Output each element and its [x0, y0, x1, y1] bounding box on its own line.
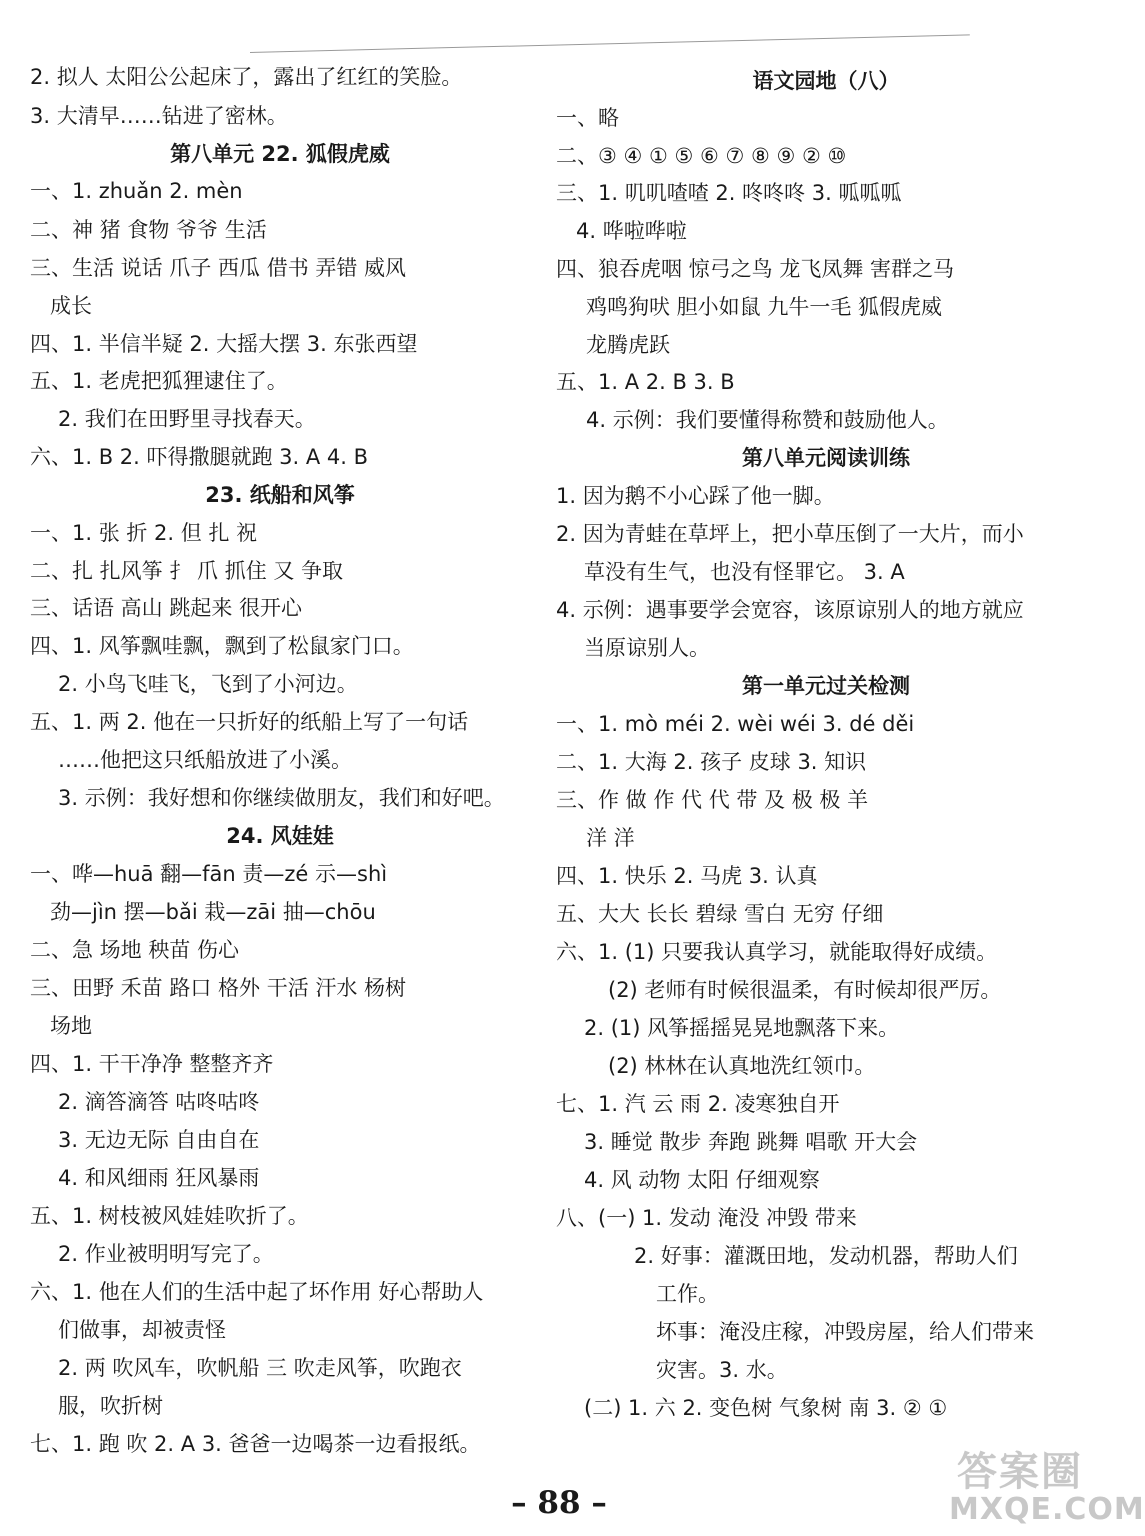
answer-line: 龙腾虎跃 [586, 333, 670, 357]
answer-line: 3. 示例：我好想和你继续做朋友，我们和好吧。 [58, 786, 505, 810]
answer-line: 工作。 [656, 1282, 719, 1306]
answer-line: 4. 风 动物 太阳 仔细观察 [584, 1168, 820, 1192]
watermark-title: 答案圈 [957, 1449, 1083, 1495]
answer-line: 一、哗—huā 翻—fān 责—zé 示—shì [30, 862, 388, 886]
answer-line: 四、1. 干干净净 整整齐齐 [30, 1052, 274, 1076]
answer-line: 五、1. 树枝被风娃娃吹折了。 [30, 1204, 309, 1228]
answer-line: 五、1. 两 2. 他在一只折好的纸船上写了一句话 [30, 710, 469, 734]
answer-line: 二、扎 扎风筝 扌 爪 抓住 又 争取 [30, 559, 344, 583]
section-heading: 第八单元阅读训练 [742, 446, 910, 470]
answer-line: 二、急 场地 秧苗 伤心 [30, 938, 240, 962]
answer-line: 鸡鸣狗吠 胆小如鼠 九牛一毛 狐假虎威 [586, 295, 943, 319]
answer-line: 草没有生气，也没有怪罪它。 3. A [584, 560, 905, 584]
answer-line: 七、1. 跑 吹 2. A 3. 爸爸一边喝茶一边看报纸。 [30, 1432, 481, 1456]
answer-line: 四、1. 风筝飘哇飘，飘到了松鼠家门口。 [30, 634, 414, 658]
answer-line: 六、1. B 2. 吓得撒腿就跑 3. A 4. B [30, 445, 369, 469]
answer-line: 八、(一) 1. 发动 淹没 冲毁 带来 [556, 1206, 857, 1230]
answer-line: 2. (1) 风筝摇摇晃晃地飘落下来。 [584, 1016, 900, 1040]
section-heading: 24. 风娃娃 [226, 824, 334, 848]
answer-line: 劲—jìn 摆—bǎi 栽—zāi 抽—chōu [50, 900, 376, 924]
answer-line: 坏事：淹没庄稼，冲毁房屋，给人们带来 [656, 1320, 1034, 1344]
answer-line: 3. 无边无际 自由自在 [58, 1128, 260, 1152]
watermark-logo [945, 1440, 1145, 1530]
answer-line: 们做事，却被责怪 [58, 1318, 226, 1342]
answer-line: 服，吹折树 [58, 1394, 163, 1418]
answer-line: ……他把这只纸船放进了小溪。 [58, 748, 352, 772]
answer-line: 三、1. 叽叽喳喳 2. 咚咚咚 3. 呱呱呱 [556, 181, 902, 205]
answer-line: 2. 作业被明明写完了。 [58, 1242, 274, 1266]
page-number: – 88 – [511, 1485, 607, 1521]
answer-line: 场地 [50, 1014, 92, 1038]
answer-line: 4. 和风细雨 狂风暴雨 [58, 1166, 260, 1190]
answer-line: 五、1. A 2. B 3. B [556, 370, 735, 394]
answer-line: 3. 睡觉 散步 奔跑 跳舞 唱歌 开大会 [584, 1130, 918, 1154]
section-heading: 第八单元 22. 狐假虎威 [170, 142, 390, 166]
answer-line: 五、1. 老虎把狐狸逮住了。 [30, 369, 288, 393]
answer-line: 三、话语 高山 跳起来 很开心 [30, 596, 303, 620]
answer-line: 二、1. 大海 2. 孩子 皮球 3. 知识 [556, 750, 867, 774]
answer-line: 一、1. zhuǎn 2. mèn [30, 179, 243, 203]
answer-line: 4. 哗啦哗啦 [576, 219, 687, 243]
answer-line: 2. 我们在田野里寻找春天。 [58, 407, 316, 431]
answer-line: 二、③ ④ ① ⑤ ⑥ ⑦ ⑧ ⑨ ② ⑩ [556, 144, 847, 168]
answer-line: 2. 拟人 太阳公公起床了，露出了红红的笑脸。 [30, 65, 463, 89]
answer-line: 三、田野 禾苗 路口 格外 干活 汗水 杨树 [30, 976, 407, 1000]
answer-line: 四、狼吞虎咽 惊弓之鸟 龙飞凤舞 害群之马 [556, 257, 955, 281]
answer-line: (2) 林林在认真地洗红领巾。 [608, 1054, 876, 1078]
answer-line: 六、1. 他在人们的生活中起了坏作用 好心帮助人 [30, 1280, 484, 1304]
answer-line: 一、略 [556, 106, 619, 130]
answer-line: 一、1. mò méi 2. wèi wéi 3. dé děi [556, 712, 915, 736]
answer-line: 五、大大 长长 碧绿 雪白 无穷 仔细 [556, 902, 884, 926]
answer-line: 2. 滴答滴答 咕咚咕咚 [58, 1090, 260, 1114]
section-heading: 第一单元过关检测 [742, 674, 910, 698]
answer-line: 4. 示例：遇事要学会宽容，该原谅别人的地方就应 [556, 598, 1024, 622]
answer-line: 四、1. 半信半疑 2. 大摇大摆 3. 东张西望 [30, 332, 418, 356]
answer-line: 当原谅别人。 [584, 636, 710, 660]
answer-line: 2. 两 吹风车，吹帆船 三 吹走风筝，吹跑衣 [58, 1356, 462, 1380]
answer-line: (二) 1. 六 2. 变色树 气象树 南 3. ② ① [584, 1396, 948, 1420]
answer-line: 3. 大清早……钻进了密林。 [30, 104, 288, 128]
header-rule [250, 34, 970, 53]
answer-line: 七、1. 汽 云 雨 2. 凌寒独自开 [556, 1092, 840, 1116]
watermark-url: MXQE.COM [949, 1492, 1145, 1527]
answer-line: (2) 老师有时候很温柔，有时候却很严厉。 [608, 978, 1002, 1002]
section-heading: 23. 纸船和风筝 [205, 483, 355, 507]
section-heading: 语文园地（八） [752, 69, 900, 93]
answer-line: 六、1. (1) 只要我认真学习，就能取得好成绩。 [556, 940, 998, 964]
answer-line: 4. 示例：我们要懂得称赞和鼓励他人。 [586, 408, 949, 432]
answer-line: 洋 洋 [586, 826, 635, 850]
answer-line: 三、作 做 作 代 代 带 及 极 极 羊 [556, 788, 869, 812]
answer-line: 成长 [50, 294, 92, 318]
answer-line: 2. 好事：灌溉田地，发动机器，帮助人们 [634, 1244, 1018, 1268]
answer-line: 2. 因为青蛙在草坪上，把小草压倒了一大片，而小 [556, 522, 1024, 546]
answer-line: 2. 小鸟飞哇飞，飞到了小河边。 [58, 672, 358, 696]
answer-line: 一、1. 张 折 2. 但 扎 祝 [30, 521, 258, 545]
answer-line: 灾害。3. 水。 [656, 1358, 788, 1382]
answer-line: 四、1. 快乐 2. 马虎 3. 认真 [556, 864, 818, 888]
answer-line: 1. 因为鹅不小心踩了他一脚。 [556, 484, 835, 508]
answer-line: 二、神 猪 食物 爷爷 生活 [30, 218, 267, 242]
answer-line: 三、生活 说话 爪子 西瓜 借书 弄错 威风 [30, 256, 407, 280]
